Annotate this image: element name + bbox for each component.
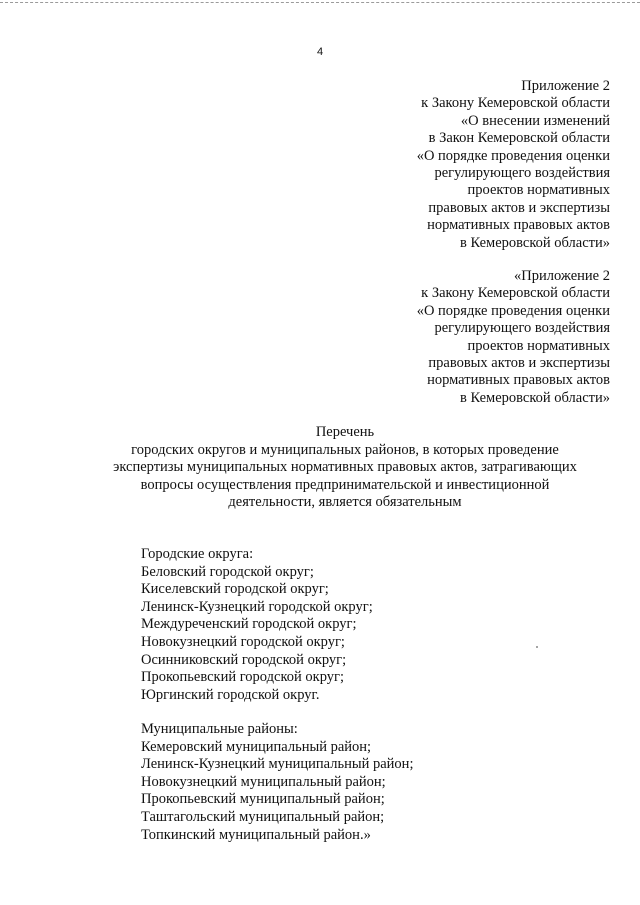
page-number: 4 (316, 46, 324, 58)
list-title-line: городских округов и муниципальных районов, в которых проведение (131, 441, 559, 458)
list-title-heading: Перечень (315, 424, 375, 440)
annex-line: в Закон Кемеровской области (428, 130, 610, 147)
list-item: Таштагольский муниципальный район; (141, 808, 385, 825)
list-item: Ленинск-Кузнецкий городской округ; (141, 598, 373, 615)
list-item: Топкинский муниципальный район.» (141, 826, 371, 843)
annex-line: к Закону Кемеровской области (421, 285, 610, 302)
annex-line: регулирующего воздействия (434, 320, 610, 337)
annex-line: нормативных правовых актов (427, 217, 610, 234)
annex-line: правовых актов и экспертизы (428, 355, 610, 372)
list-title-line: вопросы осуществления предпринимательской и инвестиционной (140, 476, 550, 493)
list-item: Новокузнецкий городской округ; (141, 633, 345, 650)
list-title-block (40, 424, 640, 512)
annex-original-header (417, 268, 610, 407)
top-scan-edge (0, 2, 640, 3)
list-item: Прокопьевский муниципальный район; (141, 791, 385, 808)
urban-districts-heading: Городские округа: (141, 546, 254, 562)
annex-line: «О внесении изменений (460, 112, 610, 129)
annex-line: в Кемеровской области» (460, 234, 610, 251)
annex-line: нормативных правовых актов (427, 372, 610, 389)
scan-speck (536, 646, 538, 648)
municipal-districts-list (141, 721, 413, 844)
annex-line: правовых актов и экспертизы (428, 199, 610, 216)
annex-line: «О порядке проведения оценки (416, 302, 610, 319)
annex-amendment-header (417, 78, 610, 252)
annex-line: проектов нормативных (467, 337, 610, 354)
annex-line: «О порядке проведения оценки (416, 147, 610, 164)
urban-districts-list (141, 546, 373, 704)
list-item: Междуреченский городской округ; (141, 616, 357, 633)
list-item: Новокузнецкий муниципальный район; (141, 773, 386, 790)
annex-line: Приложение 2 (521, 78, 610, 94)
list-item: Ленинск-Кузнецкий муниципальный район; (141, 756, 414, 773)
annex-line: к Закону Кемеровской области (421, 95, 610, 112)
annex-line: регулирующего воздействия (434, 165, 610, 182)
list-item: Прокопьевский городской округ; (141, 669, 344, 686)
list-title-line: деятельности, является обязательным (228, 494, 462, 510)
municipal-districts-heading: Муниципальные районы: (141, 721, 298, 737)
list-item: Кемеровский муниципальный район; (141, 738, 372, 755)
list-title-line: экспертизы муниципальных нормативных правовых актов, затрагивающих (113, 459, 577, 475)
list-item: Юргинский городской округ. (141, 686, 320, 703)
annex-line: проектов нормативных (467, 182, 610, 199)
list-item: Беловский городской округ; (141, 563, 314, 580)
annex-line: «Приложение 2 (514, 268, 610, 284)
annex-line: в Кемеровской области» (460, 389, 610, 406)
list-item: Киселевский городской округ; (141, 581, 329, 598)
list-item: Осинниковский городской округ; (141, 651, 347, 668)
